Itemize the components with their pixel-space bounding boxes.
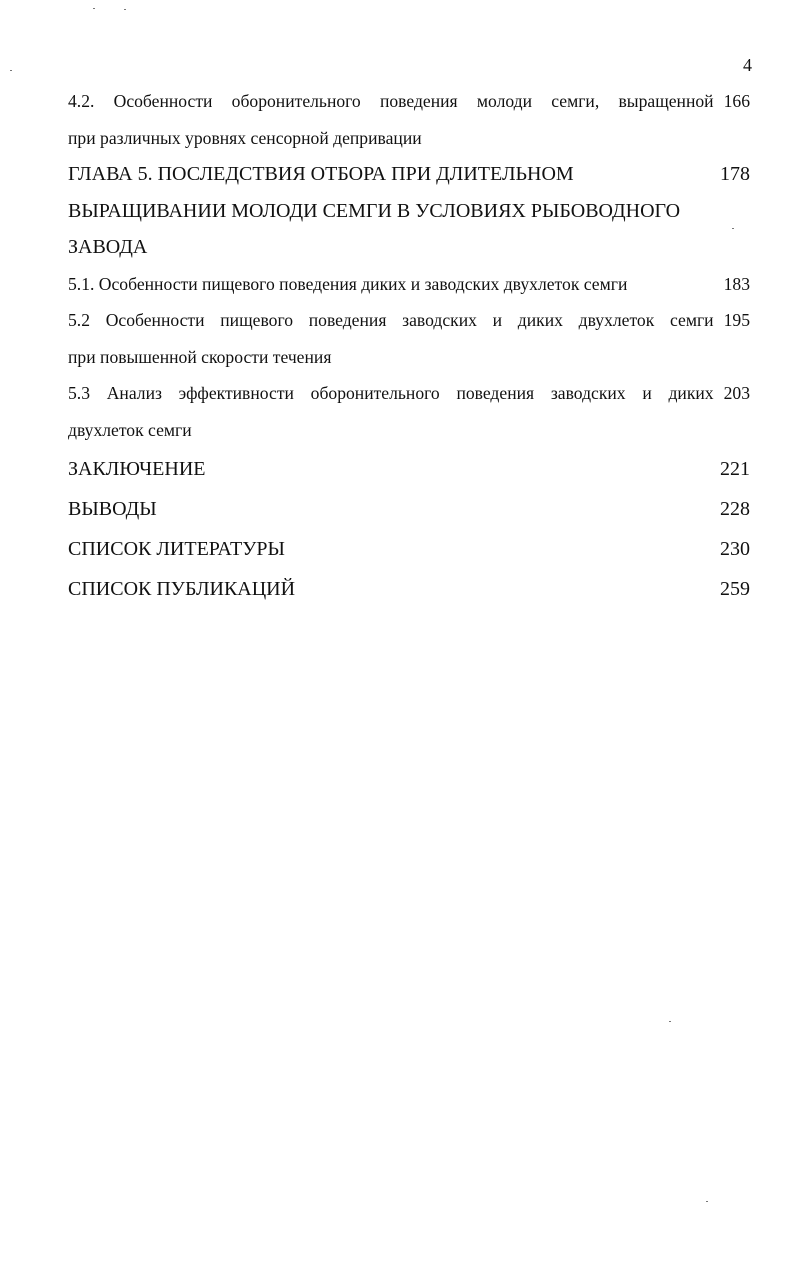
scan-speck <box>10 70 12 71</box>
toc-entry-line: двухлеток семги <box>68 419 192 440</box>
toc-entry-page: 259 <box>720 577 750 600</box>
toc-entry-page: 183 <box>723 273 750 294</box>
toc-entry-line: ВЫРАЩИВАНИИ МОЛОДИ СЕМГИ В УСЛОВИЯХ РЫБОВОДНОГО <box>68 199 681 222</box>
toc-entry-title <box>68 375 714 448</box>
toc-entry-title <box>68 571 710 608</box>
toc-entry-title <box>68 266 714 303</box>
toc-entry-5-3[interactable] <box>68 375 750 448</box>
table-of-contents <box>68 83 750 607</box>
toc-entry-title <box>68 491 710 528</box>
toc-entry-title <box>68 156 710 266</box>
toc-entry-title <box>68 302 714 375</box>
toc-entry-page: 228 <box>720 497 750 520</box>
toc-entry-page: 203 <box>723 383 750 403</box>
toc-entry-line: при различных уровнях сенсорной депривации <box>68 127 422 148</box>
scan-speck <box>124 9 126 10</box>
toc-entry-findings[interactable] <box>68 491 750 528</box>
toc-entry-line: СПИСОК ЛИТЕРАТУРЫ <box>68 537 285 560</box>
toc-entry-title <box>68 451 710 488</box>
toc-entry-line: 5.1. Особенности пищевого поведения диких и заводских двухлеток семги <box>68 273 628 294</box>
scan-speck <box>93 8 95 9</box>
page-number: 4 <box>743 55 752 75</box>
toc-entry-title <box>68 83 714 156</box>
toc-entry-references[interactable] <box>68 531 750 568</box>
scan-speck <box>669 1021 671 1022</box>
toc-entry-line: ЗАКЛЮЧЕНИЕ <box>68 457 206 480</box>
toc-entry-5-1[interactable] <box>68 266 750 303</box>
toc-entry-page: 178 <box>720 163 750 185</box>
toc-entry-page: 230 <box>720 537 750 560</box>
toc-entry-line: 5.2 Особенности пищевого поведения заводских и диких двухлеток семги <box>68 310 714 330</box>
toc-entry-conclusion[interactable] <box>68 451 750 488</box>
scan-speck <box>706 1201 708 1202</box>
toc-entry-page: 166 <box>723 91 750 111</box>
toc-entry-line: ГЛАВА 5. ПОСЛЕДСТВИЯ ОТБОРА ПРИ ДЛИТЕЛЬНОМ <box>68 163 574 185</box>
toc-entry-line: 4.2. Особенности оборонительного поведения молоди семги, выращенной <box>68 91 714 111</box>
toc-entry-page: 195 <box>723 310 750 330</box>
toc-entry-line: 5.3 Анализ эффективности оборонительного поведения заводских и диких <box>68 383 714 403</box>
toc-entry-publications[interactable] <box>68 571 750 608</box>
toc-entry-line: ВЫВОДЫ <box>68 497 157 520</box>
toc-entry-page: 221 <box>720 457 750 480</box>
toc-entry-4-2[interactable] <box>68 83 750 156</box>
toc-entry-line: ЗАВОДА <box>68 236 148 258</box>
toc-entry-line: СПИСОК ПУБЛИКАЦИЙ <box>68 577 296 600</box>
scan-speck <box>732 228 734 229</box>
toc-entry-5-2[interactable] <box>68 302 750 375</box>
toc-entry-title <box>68 531 710 568</box>
toc-entry-chapter-5[interactable] <box>68 156 750 266</box>
toc-entry-line: при повышенной скорости течения <box>68 346 332 367</box>
